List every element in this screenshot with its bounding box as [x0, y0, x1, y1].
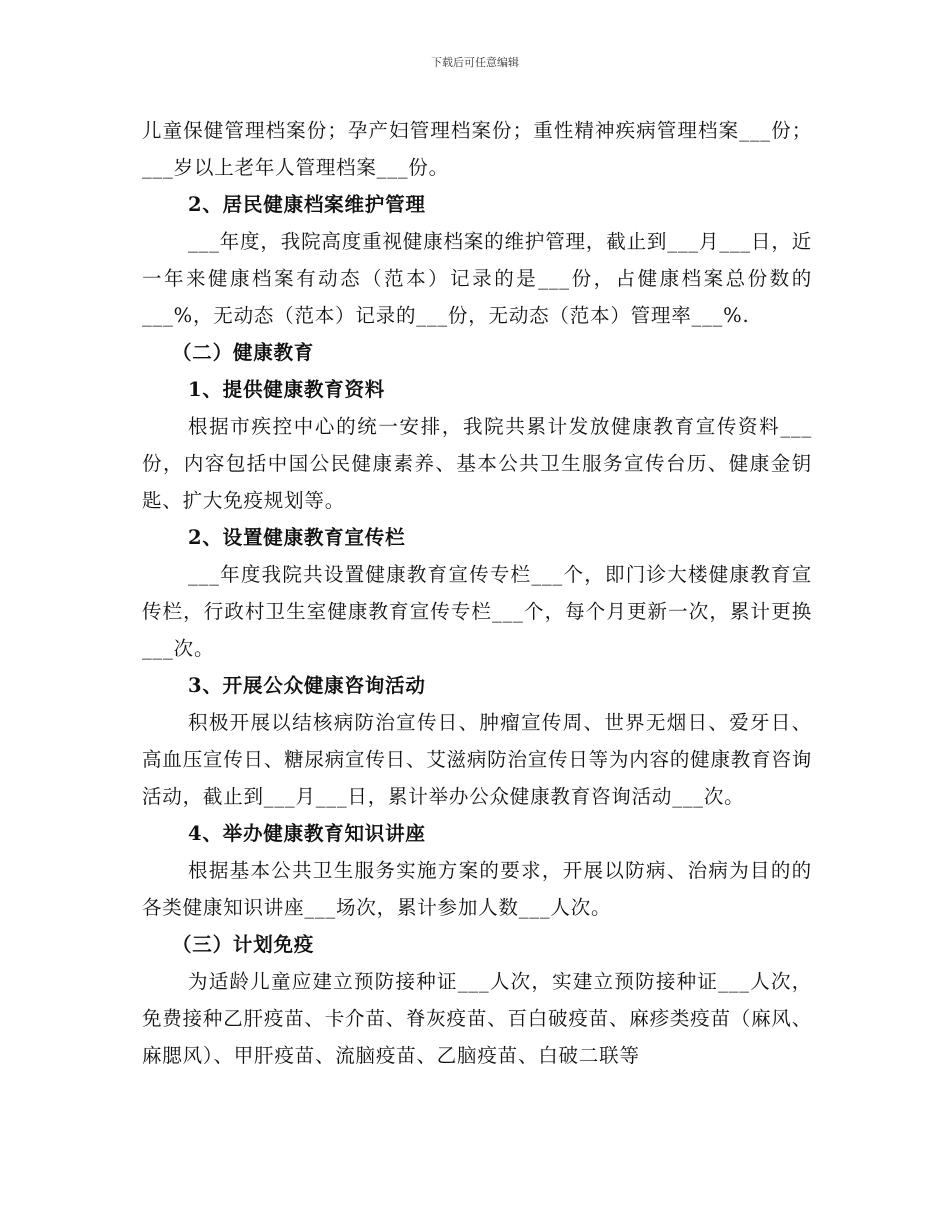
heading-consultation-activities: 3、开展公众健康咨询活动 [188, 674, 426, 697]
paragraph-lectures: 根据基本公共卫生服务实施方案的要求，开展以防病、治病为目的的各类健康知识讲座___场次，累计参加人数___人次。 [142, 859, 812, 919]
paragraph-consultation-activities: 积极开展以结核病防治宣传日、肿瘤宣传周、世界无烟日、爱牙日、高血压宣传日、糖尿病宣传日、艾滋病防治宣传日等为内容的健康教育咨询活动，截止到___月___日，累计举办公众健康教育咨询活动___次。 [142, 711, 812, 808]
paragraph-immunization: 为适龄儿童应建立预防接种证___人次，实建立预防接种证___人次，免费接种乙肝疫苗、卡介苗、脊灰疫苗、百白破疫苗、麻疹类疫苗（麻风、麻腮风）、甲肝疫苗、流脑疫苗、乙脑疫苗、白破二联等 [142, 970, 812, 1067]
page-header: 下载后可任意编辑 [431, 56, 519, 69]
paragraph-archive-maintenance: ___年度，我院高度重视健康档案的维护管理，截止到___月___日，近一年来健康档案有动态（范本）记录的是___份，占健康档案总份数的___%，无动态（范本）记录的___份，无动态（范本）管理率___%. [142, 230, 812, 327]
paragraph-bulletin-boards: ___年度我院共设置健康教育宣传专栏___个，即门诊大楼健康教育宣传栏，行政村卫生室健康教育宣传专栏___个，每个月更新一次，累计更换___次。 [142, 563, 812, 660]
heading-health-education: （二）健康教育 [172, 341, 315, 364]
heading-archive-maintenance: 2、居民健康档案维护管理 [188, 193, 426, 216]
paragraph-education-materials: 根据市疾控中心的统一安排，我院共累计发放健康教育宣传资料___份，内容包括中国公民健康素养、基本公共卫生服务宣传台历、健康金钥匙、扩大免疫规划等。 [142, 415, 812, 512]
heading-immunization: （三）计划免疫 [172, 933, 315, 956]
document-body [142, 112, 812, 1074]
heading-bulletin-boards: 2、设置健康教育宣传栏 [188, 526, 406, 549]
heading-lectures: 4、举办健康教育知识讲座 [188, 822, 426, 845]
heading-education-materials: 1、提供健康教育资料 [188, 378, 386, 401]
paragraph-archive-counts: 儿童保健管理档案份；孕产妇管理档案份；重性精神疾病管理档案___份；___岁以上老年人管理档案___份。 [142, 119, 812, 179]
